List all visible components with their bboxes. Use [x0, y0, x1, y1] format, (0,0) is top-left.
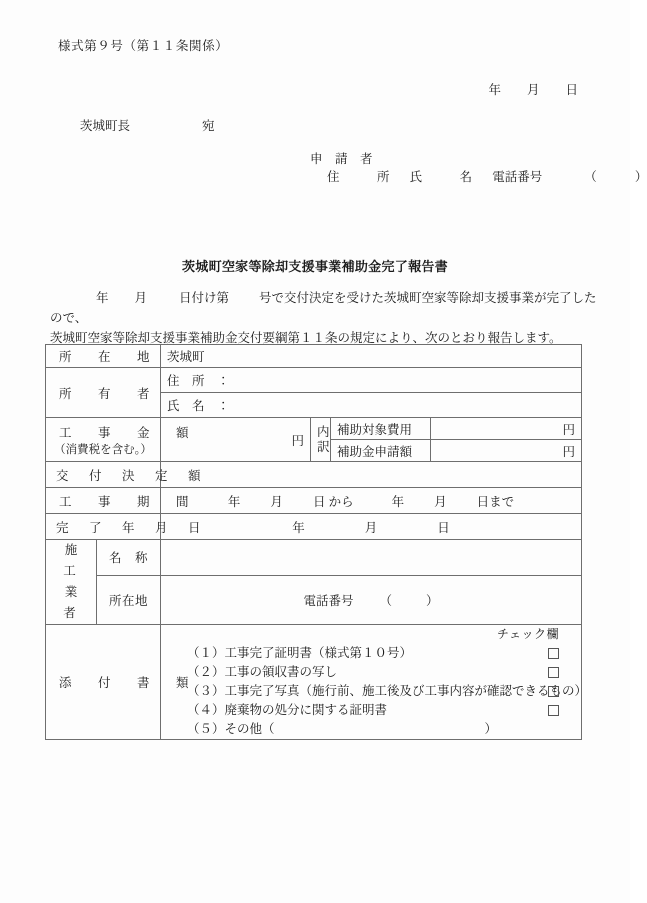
- checkbox-icon[interactable]: [548, 667, 559, 678]
- period-year-1: 年: [227, 494, 241, 509]
- table-row-contractor-name: [46, 540, 582, 576]
- table-row-completion-date: [46, 514, 582, 540]
- table-row-attachments: [46, 625, 582, 740]
- contractor-tel-paren-close: ）: [426, 593, 439, 608]
- form-number: 様式第９号（第１１条関係）: [58, 39, 229, 53]
- body-year: 年: [96, 291, 109, 305]
- attachments-list: [167, 644, 588, 739]
- subsidy-target-value[interactable]: 円: [431, 418, 582, 440]
- report-table: [45, 344, 588, 740]
- table-row-cost-subsidy-target: [46, 418, 582, 440]
- attachment-text: （５）その他（: [187, 722, 275, 736]
- applicant-tel-paren-open: （: [584, 170, 597, 184]
- table-row-decision-amount: [46, 462, 582, 488]
- checkbox-icon[interactable]: [548, 705, 559, 716]
- period-month-2: 月: [434, 494, 447, 509]
- contractor-tel-label: 電話番号: [303, 593, 354, 608]
- attachment-text: （１）工事完了証明書（様式第１０号）: [187, 646, 413, 660]
- applicant-tel-row: [475, 168, 647, 186]
- table-row-contractor-address: [46, 575, 582, 624]
- applicant-tel-label: 電話番号: [492, 170, 543, 184]
- contractor-name-value[interactable]: [161, 540, 582, 576]
- period-day-1: 日: [312, 494, 326, 509]
- construction-cost-label-main: 工 事 金 額: [59, 425, 196, 440]
- completion-year: 年: [292, 520, 305, 535]
- subsidy-request-value[interactable]: 円: [431, 440, 582, 462]
- attachments-label: 添 付 書 類: [46, 625, 161, 740]
- document-title: 茨城町空家等除却支援事業補助金完了報告書: [181, 259, 448, 274]
- attachment-text: （３）工事完了写真（施行前、施工後及び工事内容が確認できるもの）: [187, 684, 588, 698]
- date-year: 年: [488, 83, 501, 97]
- applicant-name-label: 氏 名: [409, 170, 473, 184]
- location-label: 所 在 地: [46, 345, 161, 368]
- completion-date-value[interactable]: [161, 514, 582, 540]
- checkbox-icon[interactable]: [548, 686, 559, 697]
- attachment-text: （４）廃棄物の処分に関する証明書: [187, 703, 388, 717]
- attachment-text: （２）工事の領収書の写し: [187, 665, 338, 679]
- completion-month: 月: [364, 520, 378, 535]
- body-line-1: [50, 288, 597, 308]
- period-value[interactable]: [161, 488, 582, 514]
- list-item: [167, 701, 575, 720]
- body-paragraph: [50, 288, 597, 348]
- attachment-text-tail: ）: [484, 722, 498, 736]
- subsidy-target-label: 補助対象費用: [331, 418, 431, 440]
- attachments-cell: [161, 625, 588, 740]
- breakdown-label-char-1: 内: [317, 424, 330, 439]
- applicant-tel-paren-close: ）: [634, 170, 647, 184]
- period-month-1: 月: [270, 494, 283, 509]
- body-line1-tail: 号で交付決定を受けた茨城町空家等除却支援事業が完了した: [259, 291, 597, 305]
- table-row-period: [46, 488, 582, 514]
- construction-cost-label: [46, 418, 196, 462]
- decision-amount-value[interactable]: [161, 462, 582, 488]
- subsidy-request-label: 補助金申請額: [331, 440, 431, 462]
- construction-cost-label-note: （消費税を含む。）: [54, 443, 152, 456]
- contractor-label: [46, 540, 97, 625]
- completion-date-label: 完 了 年 月 日: [46, 514, 161, 540]
- checkbox-icon[interactable]: [548, 648, 559, 659]
- applicant-block: [310, 150, 647, 186]
- period-year-2: 年: [391, 494, 405, 509]
- applicant-address-label: 住 所: [327, 170, 390, 184]
- table-row-location: [46, 345, 582, 368]
- addressee-suffix: 宛: [202, 119, 215, 133]
- owner-name-field[interactable]: 氏 名 ：: [161, 393, 582, 418]
- location-value[interactable]: 茨城町: [161, 345, 582, 368]
- period-label: 工 事 期 間: [46, 488, 161, 514]
- contractor-label-line-2: 業 者: [63, 585, 96, 620]
- completion-day: 日: [437, 520, 450, 535]
- applicant-heading: 申 請 者: [310, 152, 373, 166]
- list-item: [167, 644, 575, 663]
- contractor-tel-paren-open: （: [379, 593, 393, 608]
- period-from: から: [328, 494, 354, 509]
- body-issue-label: 日付け第: [179, 291, 230, 305]
- addressee-name: 茨城町長: [80, 119, 131, 133]
- decision-amount-label: 交 付 決 定 額: [46, 462, 161, 488]
- body-line-3: 茨城町空家等除却支援事業補助金交付要綱第１１条の規定により、次のとおり報告します。: [50, 331, 562, 345]
- date-day: 日: [565, 83, 578, 97]
- period-day-2: 日まで: [476, 494, 515, 509]
- contractor-name-label: 名 称: [97, 540, 161, 576]
- breakdown-label: [311, 418, 331, 462]
- owner-label: 所 有 者: [46, 368, 161, 418]
- date-month: 月: [526, 83, 540, 97]
- list-item: [167, 663, 575, 682]
- contractor-label-line-1: 施 工: [63, 543, 96, 578]
- owner-address-field[interactable]: 住 所 ：: [161, 368, 582, 393]
- table-row-owner-address: [46, 368, 582, 393]
- addressee: [80, 116, 215, 134]
- contractor-tel-row[interactable]: [161, 575, 582, 624]
- body-line-2: ので、: [50, 311, 88, 325]
- list-item: [167, 720, 575, 739]
- date-line: [488, 80, 578, 98]
- check-column-header: チェック欄: [496, 627, 560, 641]
- body-month: 月: [134, 291, 148, 305]
- breakdown-label-char-2: 訳: [317, 439, 330, 454]
- contractor-address-label: 所在地: [97, 575, 161, 624]
- list-item: [167, 682, 588, 701]
- construction-cost-value[interactable]: 円: [161, 418, 311, 462]
